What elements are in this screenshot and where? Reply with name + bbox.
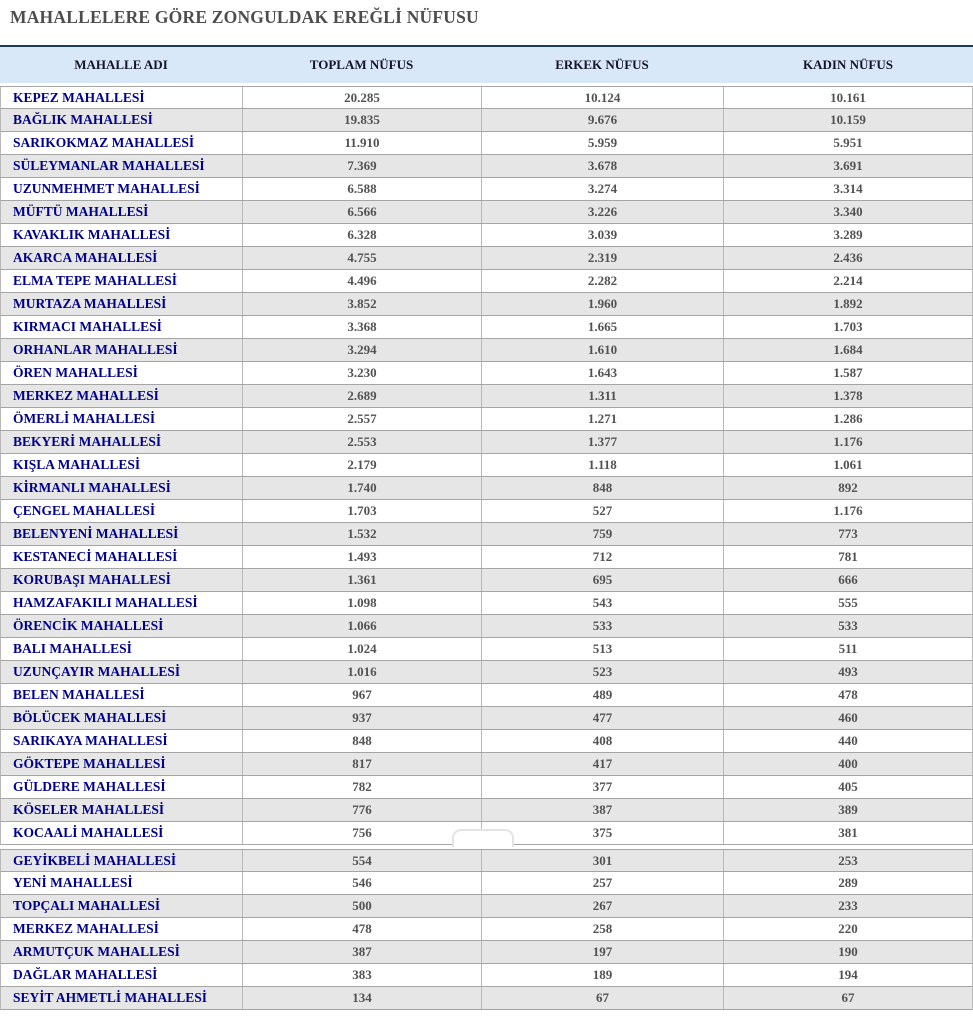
male-population-cell: 3.274 xyxy=(482,178,724,200)
female-population-cell: 190 xyxy=(838,944,858,959)
total-population-cell: 4.755 xyxy=(243,247,482,269)
table-row xyxy=(0,730,973,753)
male-population-cell: 1.610 xyxy=(482,339,724,361)
male-population-cell: 9.676 xyxy=(482,109,724,131)
female-population-cell: 194 xyxy=(838,967,858,982)
total-population-cell: 4.496 xyxy=(243,270,482,292)
total-population-cell: 3.852 xyxy=(243,293,482,315)
table-row xyxy=(0,155,973,178)
total-population-cell: 6.588 xyxy=(243,178,482,200)
male-population-cell: 257 xyxy=(482,872,724,894)
female-population-cell: 405 xyxy=(838,779,858,794)
mahalle-name-cell: KİRMANLI MAHALLESİ xyxy=(1,477,243,499)
female-population-cell: 1.176 xyxy=(833,434,863,449)
total-population-cell: 937 xyxy=(243,707,482,729)
mahalle-name-cell: KAVAKLIK MAHALLESİ xyxy=(1,224,243,246)
mahalle-name-cell: SARIKAYA MAHALLESİ xyxy=(1,730,243,752)
table-row xyxy=(0,638,973,661)
female-population-cell: 478 xyxy=(838,687,858,702)
total-population-cell: 7.369 xyxy=(243,155,482,177)
population-table xyxy=(0,45,973,1010)
total-population-cell: 478 xyxy=(243,918,482,940)
female-population-cell: 1.378 xyxy=(833,388,863,403)
male-population-cell: 189 xyxy=(482,964,724,986)
female-population-cell: 781 xyxy=(838,549,858,564)
mahalle-name-cell: YENİ MAHALLESİ xyxy=(1,872,243,894)
male-population-cell: 375 xyxy=(482,822,724,844)
total-population-cell: 1.532 xyxy=(243,523,482,545)
female-population-cell: 3.289 xyxy=(833,227,863,242)
female-population-cell: 1.684 xyxy=(833,342,863,357)
male-population-cell: 543 xyxy=(482,592,724,614)
mahalle-name-cell: GÜLDERE MAHALLESİ xyxy=(1,776,243,798)
total-population-cell: 500 xyxy=(243,895,482,917)
female-population-cell: 233 xyxy=(838,898,858,913)
male-population-cell: 3.226 xyxy=(482,201,724,223)
male-population-cell: 3.678 xyxy=(482,155,724,177)
mahalle-name-cell: ÖRENCİK MAHALLESİ xyxy=(1,615,243,637)
female-population-cell: 2.436 xyxy=(833,250,863,265)
female-population-cell: 1.176 xyxy=(833,503,863,518)
mahalle-name-cell: KIŞLA MAHALLESİ xyxy=(1,454,243,476)
total-population-cell: 20.285 xyxy=(243,87,482,108)
male-population-cell: 5.959 xyxy=(482,132,724,154)
table-row xyxy=(0,941,973,964)
female-population-cell: 533 xyxy=(838,618,858,633)
total-population-cell: 6.328 xyxy=(243,224,482,246)
table-row xyxy=(0,178,973,201)
table-row xyxy=(0,109,973,132)
male-population-cell: 377 xyxy=(482,776,724,798)
table-row xyxy=(0,247,973,270)
table-row xyxy=(0,964,973,987)
mahalle-name-cell: DAĞLAR MAHALLESİ xyxy=(1,964,243,986)
mahalle-name-cell: GEYİKBELİ MAHALLESİ xyxy=(1,850,243,871)
mahalle-name-cell: KESTANECİ MAHALLESİ xyxy=(1,546,243,568)
table-body xyxy=(0,86,973,1010)
mahalle-name-cell: SEYİT AHMETLİ MAHALLESİ xyxy=(1,987,243,1009)
female-population-cell: 1.703 xyxy=(833,319,863,334)
total-population-cell: 554 xyxy=(243,850,482,871)
table-row xyxy=(0,776,973,799)
total-population-cell: 1.016 xyxy=(243,661,482,683)
table-row xyxy=(0,707,973,730)
table-row xyxy=(0,316,973,339)
total-population-cell: 1.740 xyxy=(243,477,482,499)
total-population-cell: 2.553 xyxy=(243,431,482,453)
total-population-cell: 3.230 xyxy=(243,362,482,384)
male-population-cell: 1.960 xyxy=(482,293,724,315)
male-population-cell: 3.039 xyxy=(482,224,724,246)
table-row xyxy=(0,431,973,454)
male-population-cell: 527 xyxy=(482,500,724,522)
mahalle-name-cell: BELEN MAHALLESİ xyxy=(1,684,243,706)
mahalle-name-cell: BALI MAHALLESİ xyxy=(1,638,243,660)
male-population-cell: 1.311 xyxy=(482,385,724,407)
column-header-toplam-nufus: TOPLAM NÜFUS xyxy=(309,57,414,72)
male-population-cell: 513 xyxy=(482,638,724,660)
female-population-cell: 460 xyxy=(838,710,858,725)
male-population-cell: 523 xyxy=(482,661,724,683)
male-population-cell: 10.124 xyxy=(482,87,724,108)
male-population-cell: 408 xyxy=(482,730,724,752)
total-population-cell: 1.098 xyxy=(243,592,482,614)
female-population-cell: 555 xyxy=(838,595,858,610)
total-population-cell: 2.689 xyxy=(243,385,482,407)
table-row xyxy=(0,569,973,592)
mahalle-name-cell: MURTAZA MAHALLESİ xyxy=(1,293,243,315)
male-population-cell: 489 xyxy=(482,684,724,706)
mahalle-name-cell: ELMA TEPE MAHALLESİ xyxy=(1,270,243,292)
table-row xyxy=(0,849,973,872)
table-row xyxy=(0,270,973,293)
mahalle-name-cell: ARMUTÇUK MAHALLESİ xyxy=(1,941,243,963)
table-row xyxy=(0,385,973,408)
mahalle-name-cell: BAĞLIK MAHALLESİ xyxy=(1,109,243,131)
table-row xyxy=(0,895,973,918)
mahalle-name-cell: KIRMACI MAHALLESİ xyxy=(1,316,243,338)
female-population-cell: 381 xyxy=(838,825,858,840)
total-population-cell: 1.066 xyxy=(243,615,482,637)
mahalle-name-cell: BELENYENİ MAHALLESİ xyxy=(1,523,243,545)
page-title: MAHALLELERE GÖRE ZONGULDAK EREĞLİ NÜFUSU xyxy=(10,7,479,27)
male-population-cell: 1.643 xyxy=(482,362,724,384)
mahalle-name-cell: KÖSELER MAHALLESİ xyxy=(1,799,243,821)
table-row xyxy=(0,523,973,546)
column-header-erkek-nufus: ERKEK NÜFUS xyxy=(555,57,649,72)
female-population-cell: 892 xyxy=(838,480,858,495)
female-population-cell: 400 xyxy=(838,756,858,771)
male-population-cell: 301 xyxy=(482,850,724,871)
female-population-cell: 289 xyxy=(838,875,858,890)
table-row xyxy=(0,293,973,316)
male-population-cell: 67 xyxy=(482,987,724,1009)
male-population-cell: 1.118 xyxy=(482,454,724,476)
male-population-cell: 1.665 xyxy=(482,316,724,338)
table-row xyxy=(0,339,973,362)
mahalle-name-cell: KORUBAŞI MAHALLESİ xyxy=(1,569,243,591)
total-population-cell: 782 xyxy=(243,776,482,798)
total-population-cell: 19.835 xyxy=(243,109,482,131)
total-population-cell: 546 xyxy=(243,872,482,894)
female-population-cell: 10.161 xyxy=(830,89,866,105)
table-row xyxy=(0,872,973,895)
mahalle-name-cell: BEKYERİ MAHALLESİ xyxy=(1,431,243,453)
total-population-cell: 11.910 xyxy=(243,132,482,154)
total-population-cell: 967 xyxy=(243,684,482,706)
table-row xyxy=(0,546,973,569)
mahalle-name-cell: KEPEZ MAHALLESİ xyxy=(1,87,243,108)
male-population-cell: 712 xyxy=(482,546,724,568)
mahalle-name-cell: ÖMERLİ MAHALLESİ xyxy=(1,408,243,430)
mahalle-name-cell: KOCAALİ MAHALLESİ xyxy=(1,822,243,844)
table-row xyxy=(0,753,973,776)
mahalle-name-cell: GÖKTEPE MAHALLESİ xyxy=(1,753,243,775)
expand-handle[interactable] xyxy=(452,829,514,847)
total-population-cell: 383 xyxy=(243,964,482,986)
total-population-cell: 1.361 xyxy=(243,569,482,591)
mahalle-name-cell: UZUNÇAYIR MAHALLESİ xyxy=(1,661,243,683)
male-population-cell: 848 xyxy=(482,477,724,499)
mahalle-name-cell: ÇENGEL MAHALLESİ xyxy=(1,500,243,522)
total-population-cell: 134 xyxy=(243,987,482,1009)
male-population-cell: 258 xyxy=(482,918,724,940)
total-population-cell: 387 xyxy=(243,941,482,963)
mahalle-name-cell: MÜFTÜ MAHALLESİ xyxy=(1,201,243,223)
female-population-cell: 493 xyxy=(838,664,858,679)
total-population-cell: 3.368 xyxy=(243,316,482,338)
mahalle-name-cell: SARIKOKMAZ MAHALLESİ xyxy=(1,132,243,154)
table-row xyxy=(0,987,973,1010)
table-row xyxy=(0,408,973,431)
mahalle-name-cell: AKARCA MAHALLESİ xyxy=(1,247,243,269)
total-population-cell: 776 xyxy=(243,799,482,821)
total-population-cell: 1.024 xyxy=(243,638,482,660)
total-population-cell: 6.566 xyxy=(243,201,482,223)
table-row xyxy=(0,684,973,707)
female-population-cell: 773 xyxy=(838,526,858,541)
male-population-cell: 1.377 xyxy=(482,431,724,453)
male-population-cell: 695 xyxy=(482,569,724,591)
mahalle-name-cell: ORHANLAR MAHALLESİ xyxy=(1,339,243,361)
male-population-cell: 477 xyxy=(482,707,724,729)
female-population-cell: 220 xyxy=(838,921,858,936)
mahalle-name-cell: TOPÇALI MAHALLESİ xyxy=(1,895,243,917)
female-population-cell: 1.286 xyxy=(833,411,863,426)
female-population-cell: 3.340 xyxy=(833,204,863,219)
total-population-cell: 2.557 xyxy=(243,408,482,430)
total-population-cell: 817 xyxy=(243,753,482,775)
total-population-cell: 3.294 xyxy=(243,339,482,361)
female-population-cell: 1.061 xyxy=(833,457,863,472)
female-population-cell: 1.587 xyxy=(833,365,863,380)
column-header-kadin-nufus: KADIN NÜFUS xyxy=(803,57,893,72)
female-population-cell: 511 xyxy=(838,641,858,656)
male-population-cell: 267 xyxy=(482,895,724,917)
table-row xyxy=(0,661,973,684)
male-population-cell: 2.282 xyxy=(482,270,724,292)
total-population-cell: 756 xyxy=(243,822,482,844)
table-row xyxy=(0,362,973,385)
mahalle-name-cell: MERKEZ MAHALLESİ xyxy=(1,385,243,407)
table-row xyxy=(0,918,973,941)
male-population-cell: 1.271 xyxy=(482,408,724,430)
male-population-cell: 417 xyxy=(482,753,724,775)
mahalle-name-cell: SÜLEYMANLAR MAHALLESİ xyxy=(1,155,243,177)
mahalle-name-cell: ÖREN MAHALLESİ xyxy=(1,362,243,384)
table-row xyxy=(0,132,973,155)
total-population-cell: 848 xyxy=(243,730,482,752)
male-population-cell: 387 xyxy=(482,799,724,821)
table-row xyxy=(0,799,973,822)
mahalle-name-cell: UZUNMEHMET MAHALLESİ xyxy=(1,178,243,200)
male-population-cell: 197 xyxy=(482,941,724,963)
female-population-cell: 253 xyxy=(838,852,858,868)
table-row xyxy=(0,477,973,500)
male-population-cell: 2.319 xyxy=(482,247,724,269)
total-population-cell: 2.179 xyxy=(243,454,482,476)
table-row xyxy=(0,500,973,523)
male-population-cell: 533 xyxy=(482,615,724,637)
male-population-cell: 759 xyxy=(482,523,724,545)
table-header-row xyxy=(0,45,973,83)
female-population-cell: 666 xyxy=(838,572,858,587)
female-population-cell: 67 xyxy=(841,990,855,1005)
female-population-cell: 3.691 xyxy=(833,158,863,173)
total-population-cell: 1.493 xyxy=(243,546,482,568)
female-population-cell: 440 xyxy=(838,733,858,748)
mahalle-name-cell: MERKEZ MAHALLESİ xyxy=(1,918,243,940)
female-population-cell: 3.314 xyxy=(833,181,863,196)
mahalle-name-cell: BÖLÜCEK MAHALLESİ xyxy=(1,707,243,729)
table-row xyxy=(0,615,973,638)
female-population-cell: 2.214 xyxy=(833,273,863,288)
female-population-cell: 5.951 xyxy=(833,135,863,150)
table-row xyxy=(0,201,973,224)
table-row xyxy=(0,224,973,247)
female-population-cell: 389 xyxy=(838,802,858,817)
total-population-cell: 1.703 xyxy=(243,500,482,522)
table-row xyxy=(0,86,973,109)
female-population-cell: 1.892 xyxy=(833,296,863,311)
table-row xyxy=(0,592,973,615)
column-header-mahalle-adi: MAHALLE ADI xyxy=(74,57,168,72)
mahalle-name-cell: HAMZAFAKILI MAHALLESİ xyxy=(1,592,243,614)
female-population-cell: 10.159 xyxy=(830,112,866,127)
table-row xyxy=(0,454,973,477)
